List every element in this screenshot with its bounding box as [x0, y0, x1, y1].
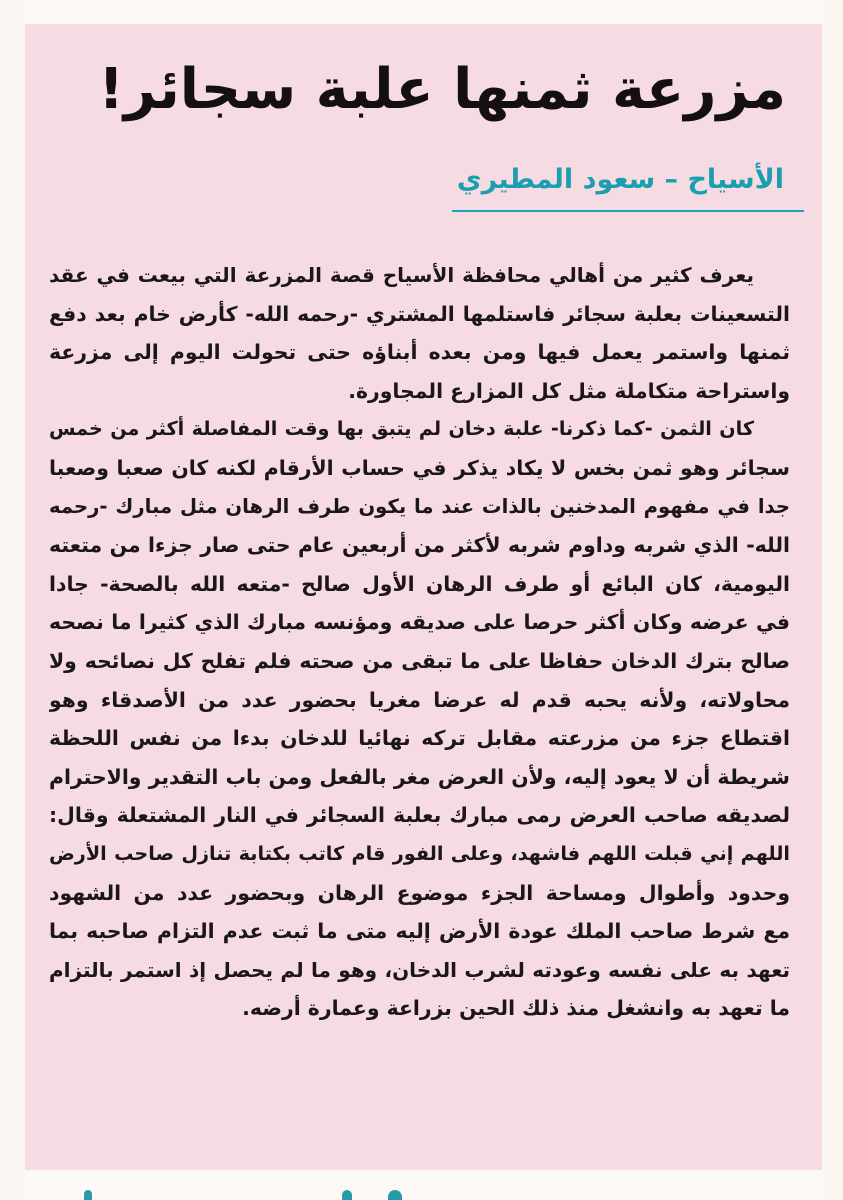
byline-underline [452, 210, 804, 212]
paragraph-2-line: لصديقه صاحب العرض رمى مبارك بعلبة السجائر في النار المشتعلة وقال: [49, 803, 790, 828]
paragraph-2-line: كان الثمن -كما ذكرنا- علبة دخان لم يتبق بها وقت المفاصلة أكثر من خمس [49, 417, 754, 441]
paragraph-2-line: مع شرط صاحب الملك عودة الأرض إليه متى ما ثبت عدم التزام صاحبه بما [49, 919, 790, 944]
paragraph-2-line: صالح بترك الدخان حفاظا على ما تبقى من صحته فلم تفلح كل نصائحه ولا [49, 648, 790, 673]
paragraph-2-line: تعهد به على نفسه وعودته لشرب الدخان، وهو ما لم يحصل إذ استمر بالتزام [49, 957, 790, 982]
next-article-glyph [84, 1190, 92, 1200]
paragraph-2-line: وحدود وأطوال ومساحة الجزء موضوع الرهان وبحضور عدد من الشهود [49, 880, 790, 905]
next-article-glyph [342, 1190, 352, 1200]
paragraph-2-line: جدا في مفهوم المدخنين بالذات عند ما يكون طرف الرهان مثل مبارك -رحمه [49, 494, 790, 518]
article-body [49, 256, 790, 1028]
paragraph-1-line: ثمنها واستمر يعمل فيها ومن بعده أبناؤه حتى تحولت اليوم إلى مزرعة [49, 340, 790, 365]
next-article-edge [25, 1170, 822, 1200]
paragraph-2-line: في عرضه وكان أكثر حرصا على صديقه ومؤنسه مبارك الذي كثيرا ما نصحه [49, 610, 790, 635]
article-headline: مزرعة ثمنها علبة سجائر! [98, 57, 786, 122]
next-article-glyph [388, 1190, 402, 1200]
paragraph-2-line: سجائر وهو ثمن بخس لا يكاد يذكر في حساب الأرقام لكنه كان صعبا وصعبا [49, 455, 790, 480]
article-box [25, 24, 822, 1170]
paragraph-2-line: اقتطاع جزء من مزرعته مقابل تركه نهائيا للدخان بدءا من نفس اللحظة [49, 726, 790, 751]
paragraph-2-line: اللهم إني قبلت اللهم فاشهد، وعلى الفور قام كاتب بكتابة تنازل صاحب الأرض [49, 841, 790, 865]
paragraph-1-line: التسعينات بعلبة سجائر فاستلمها المشتري -رحمه الله- كأرض خام بعد دفع [49, 301, 790, 326]
paragraph-1-line: يعرف كثير من أهالي محافظة الأسياح قصة المزرعة التي بيعت في عقد [49, 263, 754, 287]
article-byline: الأسياح – سعود المطيري [456, 164, 784, 195]
paragraph-2-line: ما تعهد به وانشغل منذ ذلك الحين بزراعة وعمارة أرضه. [242, 996, 790, 1021]
paragraph-1-line: واستراحة متكاملة مثل كل المزارع المجاورة. [348, 378, 790, 403]
paragraph-2-line: شريطة أن لا يعود إليه، ولأن العرض مغر بالفعل ومن باب التقدير والاحترام [49, 764, 790, 789]
paragraph-2-line: الله- الذي شربه وداوم شربه لأكثر من أربعين عام حتى صار جزءا من متعته [49, 533, 790, 558]
paragraph-2-line: اليومية، كان البائع أو طرف الرهان الأول صالح -متعه الله بالصحة- جادا [49, 571, 790, 596]
newspaper-page [25, 0, 822, 1200]
paragraph-2-line: محاولاته، ولأنه يحبه قدم له عرضا مغريا بحضور عدد من الأصدقاء وهو [49, 687, 790, 712]
